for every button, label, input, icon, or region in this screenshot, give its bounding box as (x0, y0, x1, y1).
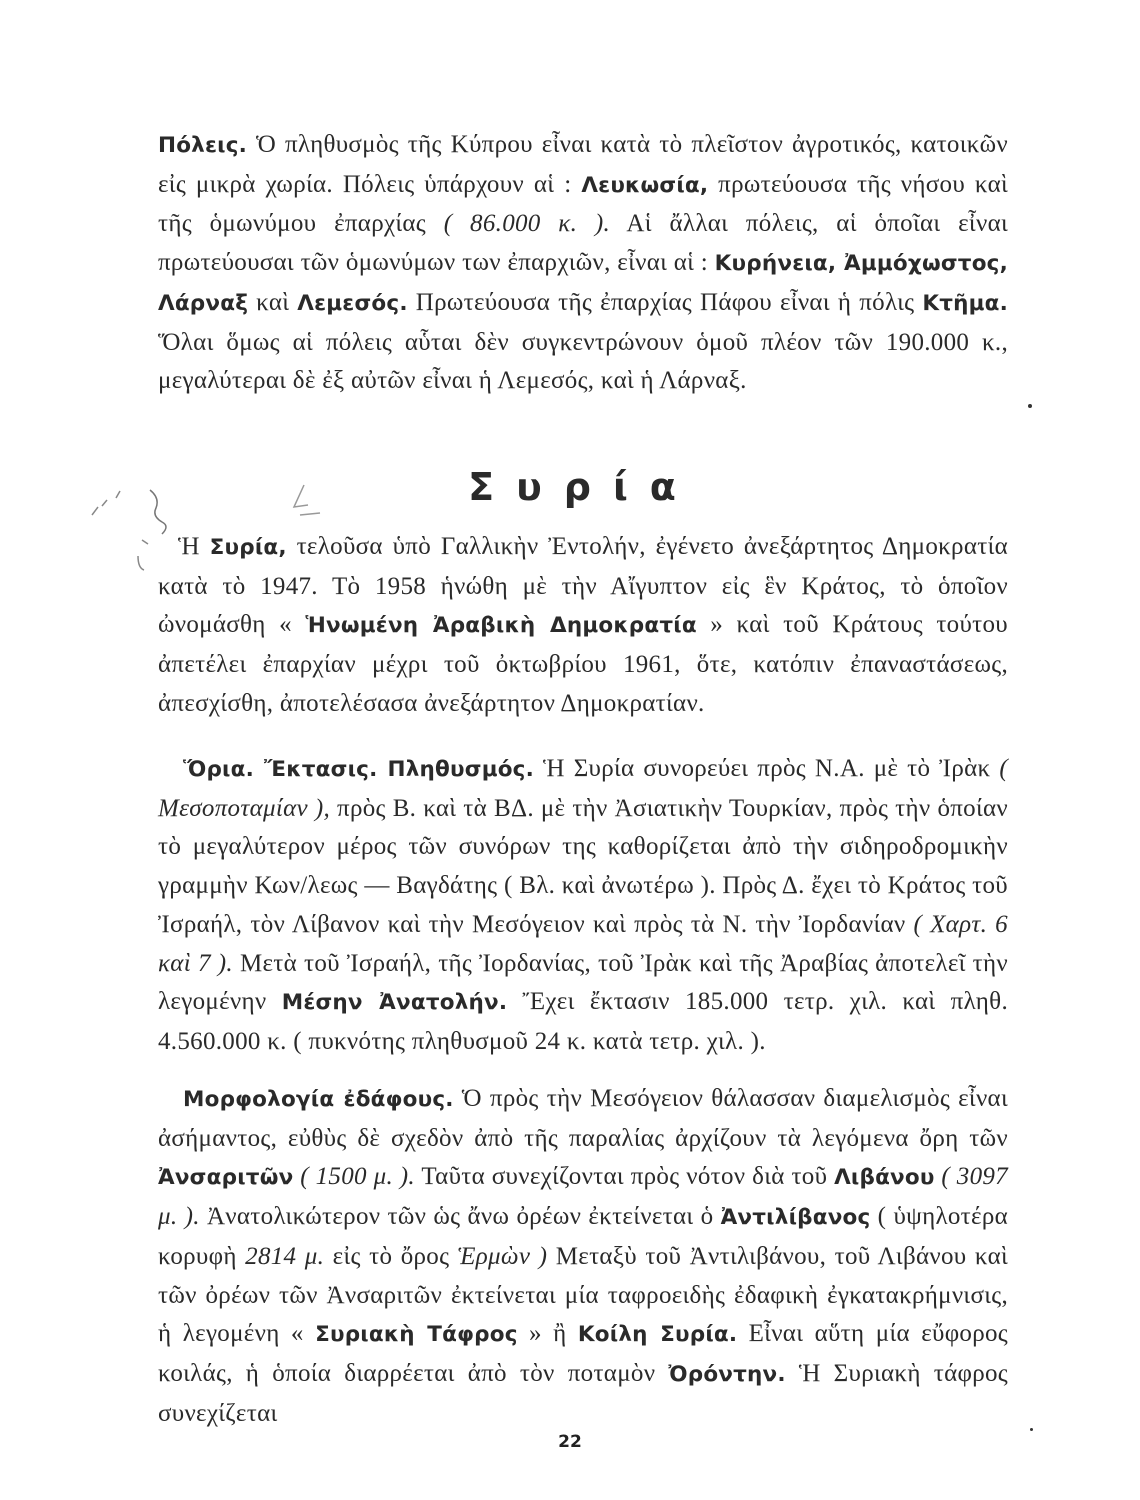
text-run: Ἡ (178, 533, 210, 560)
text-run: » καὶ τοῦ Κράτους τούτου ἀπετέλει ἐπαρχίαν μέχρι τοῦ ὀκτωβρίου 1961, ὅτε, κατόπιν ἐπαναστάσεως, ἀπεσχίσθη, ἀποτελέσασα ἀνεξάρτητον Δημοκρατίαν. (158, 611, 1008, 717)
text-run: 2814 μ. (245, 1242, 325, 1270)
text-run: Κοίλη Συρία. (577, 1322, 738, 1348)
text-run: πρὸς Β. καὶ τὰ ΒΔ. μὲ τὴν Ἀσιατικὴν Τουρκίαν, πρὸς τὴν ὁποίαν τὸ μεγαλύτερον μέρος τῶν συνόρων της καθορίζεται ἀπὸ τὴν σιδηροδρομικὴν γραμμὴν Κων/λεως — Βαγδάτης ( Βλ. καὶ ἀνωτέρω ). Πρὸς Δ. ἔχει τὸ Κράτος τοῦ Ἰσραήλ, τὸν Λίβανον καὶ τὴν Μεσόγειον καὶ πρὸς τὰ Ν. τὴν Ἰορδανίαν (158, 794, 1008, 938)
text-run: Ἀνσαριτῶν (158, 1165, 294, 1191)
section-title: Συρία (468, 465, 698, 509)
stray-mark (1030, 1428, 1033, 1431)
paragraph-cities (158, 126, 1008, 401)
text-run: Κυρήνεια, Ἀμμόχωστος, Λάρναξ (158, 251, 1008, 316)
text-run: Πρωτεύουσα τῆς ἐπαρχίας Πάφου εἶναι ἡ πόλις (407, 288, 923, 316)
text-run: Κτῆμα. (922, 290, 1009, 316)
text-run: Λευκωσία, (581, 172, 709, 198)
text-run: Συριακὴ Τάφρος (315, 1322, 518, 1348)
text-run: Λεμεσός. (297, 290, 408, 316)
text-run: ( 86.000 κ. ). (443, 210, 611, 238)
text-run: Ἡ Συρία συνορεύει πρὸς Ν.Α. μὲ τὸ Ἰρὰκ (534, 755, 1000, 782)
text-run: καὶ (248, 288, 298, 316)
stray-mark (1028, 404, 1032, 408)
text-run: Συρία, (209, 535, 287, 560)
paragraph-lead: Μορφολογία ἐδάφους. (183, 1087, 454, 1112)
paragraph-morphology (158, 1080, 1008, 1433)
text-run: Ταῦτα συνεχίζονται πρὸς νότον διὰ τοῦ (414, 1163, 835, 1191)
text-run: ( Μεσοποταμίαν ), (158, 755, 1008, 822)
text-run: ( 1500 μ. ). (300, 1163, 415, 1191)
text-run: Ἀντιλίβανος (720, 1205, 871, 1231)
text-run: Ἡ Συριακὴ τάφρος συνεχίζεται (158, 1359, 1008, 1427)
text-run: Ὁ πληθυσμὸς τῆς Κύπρου εἶναι κατὰ τὸ πλεῖστον ἀγροτικός, κατοικῶν εἰς μικρὰ χωρία. Πόλεις ὑπάρχουν αἱ : (158, 131, 1008, 198)
text-run: ( Χαρτ. 6 καὶ 7 ). (158, 910, 1008, 977)
text-run: Μεταξὺ τοῦ Ἀντιλιβάνου, τοῦ Λιβάνου καὶ τῶν ὀρέων τῶν Ἀνσαριτῶν ἐκτείνεται μία ταφροειδὴς ἐδαφικὴ ἐγκατακρήμνισις, ἡ λεγομένη « (158, 1242, 1008, 1348)
text-run: ( ὑψηλοτέρα κορυφὴ (158, 1203, 1008, 1270)
text-run: τελοῦσα ὑπὸ Γαλλικὴν Ἐντολήν, ἐγένετο ἀνεξάρτητος Δημοκρατία κατὰ τὸ 1947. Τὸ 1958 ἡνώθη μὲ τὴν Αἴγυπτον εἰς ἓν Κράτος, τὸ ὁποῖον ὠνομάσθη « (158, 533, 1008, 639)
text-run: Εἶναι αὕτη μία εὔφορος κοιλάς, ἡ ὁποία διαρρέεται ἀπὸ τὸν ποταμὸν (158, 1320, 1008, 1387)
text-run: Ἔχει ἔκτασιν 185.000 τετρ. χιλ. καὶ πληθ. 4.560.000 κ. ( πυκνότης πληθυσμοῦ 24 κ. κατὰ τετρ. χιλ. ). (158, 988, 1009, 1055)
paragraph-borders (158, 750, 1008, 1062)
text-run: εἰς τὸ ὄρος (324, 1242, 458, 1270)
text-run: Λιβάνου (834, 1165, 935, 1191)
text-run: Ἡνωμένη Ἀραβικὴ Δημοκρατία (305, 613, 697, 639)
text-run: Αἱ ἄλλαι πόλεις, αἱ ὁποῖαι εἶναι πρωτεύουσαι τῶν ὁμωνύμων των ἐπαρχιῶν, εἶναι αἱ : (158, 210, 1008, 277)
text-run: Μέσην Ἀνατολήν. (281, 990, 508, 1016)
paragraph-lead: Ὅρια. Ἔκτασις. Πληθυσμός. (183, 757, 534, 782)
text-run: Μετὰ τοῦ Ἰσραήλ, τῆς Ἰορδανίας, τοῦ Ἰρὰκ καὶ τῆς Ἀραβίας ἀποτελεῖ τὴν λεγομένην (158, 949, 1008, 1016)
text-run: Ἀνατολικώτερον τῶν ὡς ἄνω ὀρέων ἐκτείνεται ὁ (199, 1203, 721, 1231)
text-run: πρωτεύουσα τῆς νήσου καὶ τῆς ὁμωνύμου ἐπαρχίας (158, 170, 1008, 238)
margin-pencil-marks (72, 470, 332, 580)
text-run: Ὁ πρὸς τὴν Μεσόγειον θάλασσαν διαμελισμὸς εἶναι ἀσήμαντος, εὐθὺς δὲ σχεδὸν ἀπὸ τῆς παραλίας ἀρχίζουν τὰ λεγόμενα ὄρη τῶν (158, 1085, 1008, 1152)
text-run: Ὀρόντην. (668, 1361, 786, 1387)
paragraph-lead: Πόλεις. (158, 133, 248, 158)
text-run: Ἑρμὼν ) (457, 1242, 548, 1270)
text-run: Ὅλαι ὅμως αἱ πόλεις αὗται δὲν συγκεντρώνουν ὁμοῦ πλέον τῶν 190.000 κ., μεγαλύτεραι δὲ ἐξ αὐτῶν εἶναι ἡ Λεμεσός, καὶ ἡ Λάρναξ. (158, 328, 1008, 395)
text-run: » ἢ (517, 1320, 578, 1348)
page-number: 22 (558, 1432, 582, 1452)
text-run: ( 3097 μ. ). (158, 1163, 1008, 1231)
